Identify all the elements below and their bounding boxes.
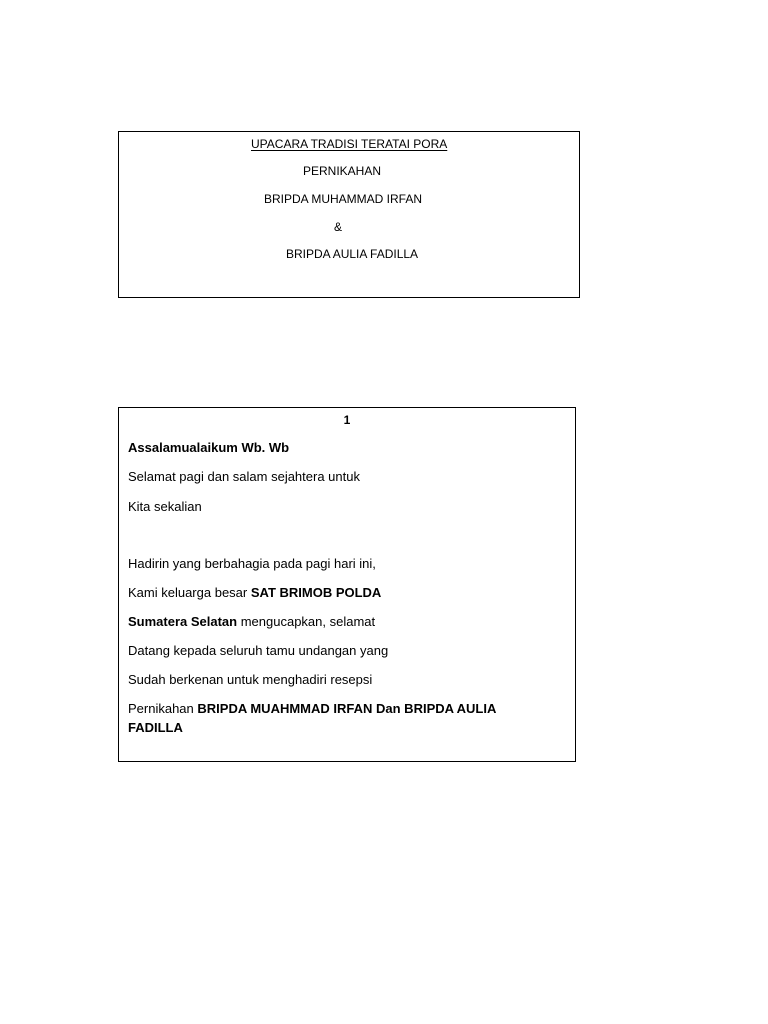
speech-line: [128, 614, 375, 630]
groom-name: BRIPDA MUHAMMAD IRFAN: [264, 192, 423, 206]
speech-text: Kami keluarga besar: [128, 585, 251, 600]
speech-line: [128, 701, 496, 717]
unit-name-bold: SAT BRIMOB POLDA: [250, 585, 382, 600]
speech-text: mengucapkan, selamat: [237, 614, 376, 629]
speech-line: FADILLA: [128, 720, 183, 735]
couple-names-bold: BRIPDA MUAHMMAD IRFAN Dan BRIPDA AULIA: [197, 701, 497, 716]
ampersand: &: [334, 220, 343, 234]
speech-line: Kita sekalian: [128, 499, 202, 514]
greeting-line: Assalamualaikum Wb. Wb: [128, 440, 290, 455]
speech-line: Hadirin yang berbahagia pada pagi hari ini,: [128, 556, 376, 571]
title-card: [118, 131, 580, 298]
region-name-bold: Sumatera Selatan: [128, 614, 238, 629]
speech-line: Sudah berkenan untuk menghadiri resepsi: [128, 672, 373, 687]
bride-name: BRIPDA AULIA FADILLA: [286, 247, 419, 261]
speech-line: Selamat pagi dan salam sejahtera untuk: [128, 469, 360, 484]
card-number: 1: [343, 413, 351, 427]
speech-line: Datang kepada seluruh tamu undangan yang: [128, 643, 389, 658]
event-label: PERNIKAHAN: [303, 164, 382, 178]
ceremony-title: UPACARA TRADISI TERATAI PORA: [251, 137, 448, 151]
speech-card: [118, 407, 576, 762]
speech-line: [128, 585, 381, 601]
speech-text: Pernikahan: [128, 701, 198, 716]
